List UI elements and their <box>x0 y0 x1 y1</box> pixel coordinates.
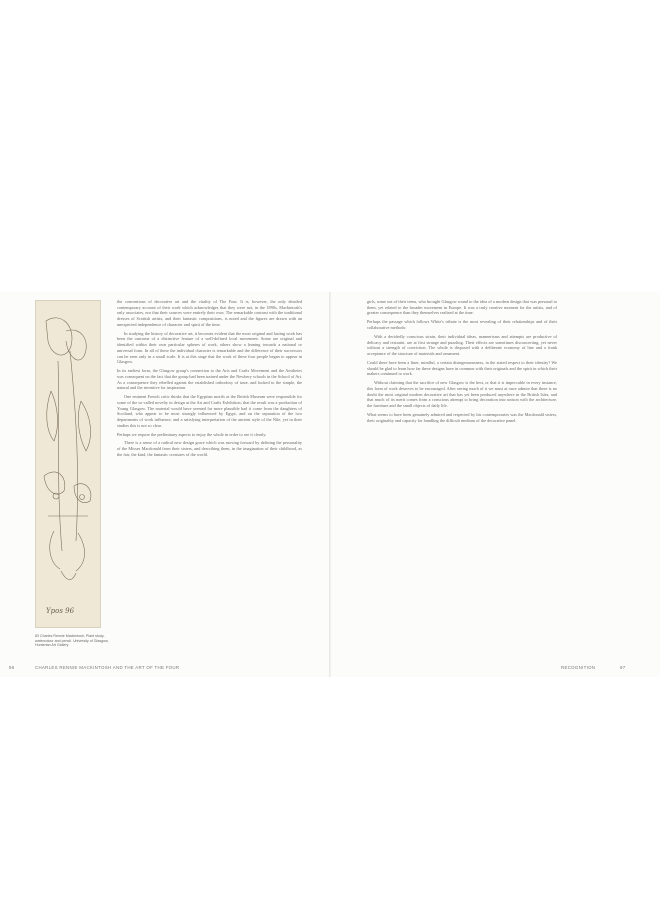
left-paragraph: One eminent French critic thinks that the Egyptian motifs at the British Museum were responsible for some of the so-called novelty in design at the Art and Crafts Exhibition; that the result was a production of Young Glasgow. The material would have seemed far more plausible had it come from the daughters of Scotland, who appear to be most strongly influenced by Egypt, and on the separation of the two departments of work influence, and a satisfying interpretation of the ancient style of the Nile, yet in their studies this is not so clear. <box>117 394 302 428</box>
right-paragraph: What seems to have been genuinely admired and respected by his contemporaries was the Macdonald sisters, their originality and capacity for handling the difficult medium of the decorative panel. <box>367 411 557 423</box>
left-paragraph: the conventions of decorative art and the vitality of The Four. It is, however, the only detailed contemporary account of their work which acknowledges that they were not, in the 1890s, Mackintosh's only associates, nor that their sources were entirely their own. The remarkable contrast with the traditional dresses of Scottish artists, and their fantastic compositions, is noted and the figures are drawn with an unexpected independence of character and spirit of the time. <box>117 299 302 327</box>
right-quote: With a decidedly conscious strain, their individual ideas, mannerisms and attempts are productive of delicacy and restraint, are at first strange and puzzling. Their effects are sometimes disconcerting, yet never without a strength of conviction. The whole is disposed with a deliberate economy of line and a frank acceptance of the structure of materials and ornament. <box>367 333 557 356</box>
left-paragraph: Perhaps we require the preliminary aspects to enjoy the whole in order to see it clearly. <box>117 431 267 437</box>
running-title: CHARLES RENNIE MACKINTOSH AND THE ART OF THE FOUR <box>35 665 180 670</box>
figure-plant-study <box>35 300 101 628</box>
right-paragraph: girls, some out of their teens, who brought Glasgow round to the idea of a modern design that was personal to them, yet related to the broader movement in Europe. It was a truly creative moment for the artists, and of greater consequence than they themselves realised at the time. <box>367 299 557 316</box>
left-paragraph: There is a sense of a radical new design grace which was moving forward by defining the personality of the Misses Macdonald from their sisters, and describing them, in the imagination of their childhood, as the fair, the kind, the fantastic creatures of the world. <box>117 440 302 457</box>
section-title: RECOGNITION <box>561 665 596 670</box>
figure-inscription: Ypos 96 <box>46 607 75 615</box>
right-paragraph: Perhaps the passage which follows White's tribute is the most revealing of their relationships and of their collaborative methods: <box>367 319 557 330</box>
left-text-column <box>117 299 302 461</box>
right-page-number: 97 <box>620 665 626 670</box>
plant-drawing <box>36 301 100 627</box>
right-page <box>331 292 660 677</box>
left-page <box>0 292 329 677</box>
right-quote: Without claiming that the sacrifice of new Glasgow is the best, or that it is impeccable in every instance, this form of work deserves to be encouraged. After seeing much of it we must at once admire that there is no doubt the most original modern decorative art that has yet been produced anywhere in the British Isles, and that much of its merit comes from a conscious attempt to bring decoration into unison with the architecture, the furniture and the small objects of daily life. <box>367 380 557 408</box>
left-paragraph: In its earliest form, the Glasgow group's connection to the Arts and Crafts Movement and the Aesthetes was consequent on the fact that the group had been trained under the Newbery schools in the School of Art. As a consequence they rebelled against the established orthodoxy of taste, and looked to the simple, the natural and the inventive for inspiration. <box>117 368 302 391</box>
right-paragraph: Could there have been a finer, mindful, a certain disingenuousness, in the stated respect to their identity? We should be glad to learn how far these designs have in common with their originals and the spirit in which their makers continued to work. <box>367 359 557 377</box>
book-spread <box>0 292 660 677</box>
left-page-number: 96 <box>9 665 15 670</box>
left-paragraph: In studying the history of decorative art, it becomes evident that the most original and lasting work has been the outcome of a distinctive feature of a well-defined local movement. Some are original and identified within their own particular spheres of work, others show a leaning towards a national or universal form. In all of these the individual character is remarkable and the difference of their successors can be seen only in a small scale. It is at this stage that the work of these four people began to appear in Glasgow. <box>117 330 302 365</box>
right-text-column <box>367 299 557 426</box>
figure-caption: 83 Charles Rennie Mackintosh, Plant study, watercolour and pencil. University of Glasgow, Hunterian Art Gallery. <box>35 634 109 648</box>
